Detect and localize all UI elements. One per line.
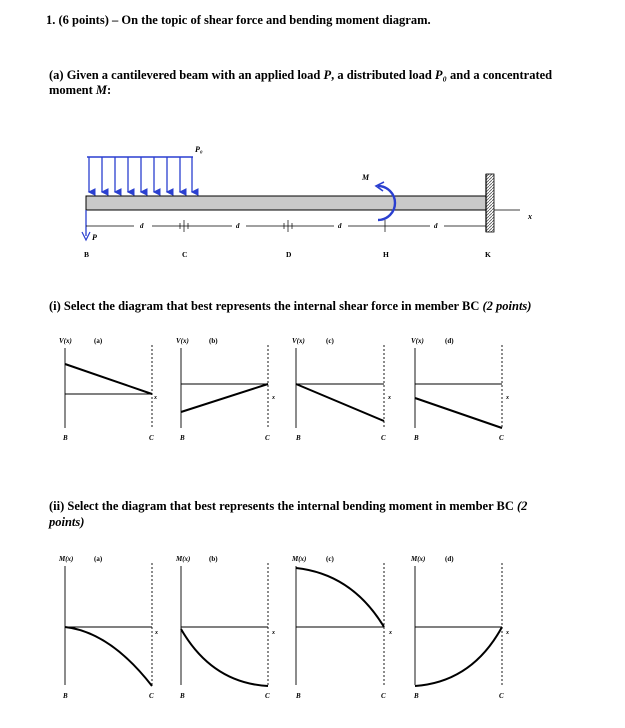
moment-a-option: (a) [94,555,103,563]
moment-c-x: x [389,630,392,636]
shear-d-axis-label: V(x) [411,337,424,345]
shear-diagram-c [296,345,384,428]
part-ii-question-line-2: points) [49,515,85,529]
moment-b-right: C [265,692,270,700]
dim-label-3: d [338,222,342,230]
moment-b-x: x [272,630,275,636]
part-i-question: (i) Select the diagram that best represents the internal shear force in member BC (2 points) [49,299,532,313]
moment-a-axis-label: M(x) [59,555,74,563]
dim-label-2: d [236,222,240,230]
moment-a-x: x [155,630,158,636]
point-label-k: K [485,250,491,259]
beam [86,196,486,210]
moment-diagram-b [181,563,268,686]
point-load-label: P [92,233,97,242]
shear-diagram-a [65,345,152,428]
moment-b-option: (b) [209,555,218,563]
moment-d-axis-label: M(x) [411,555,426,563]
shear-d-option: (d) [445,337,454,345]
part-ii-question-line-1: (ii) Select the diagram that best represents the internal bending moment in member BC (2 [49,499,528,513]
shear-d-right: C [499,434,504,442]
moment-d-left: B [414,692,419,700]
moment-d-x: x [506,630,509,636]
shear-b-x: x [272,395,275,401]
beam-x-label: x [528,212,532,221]
shear-b-axis-label: V(x) [176,337,189,345]
point-label-c: C [182,250,188,259]
shear-a-left: B [63,434,68,442]
moment-arrow [376,182,395,220]
shear-b-right: C [265,434,270,442]
shear-c-x: x [388,395,391,401]
moment-c-option: (c) [326,555,334,563]
distributed-load [87,157,193,192]
moment-b-left: B [180,692,185,700]
question-points: (6 points) – [58,13,119,27]
shear-a-right: C [149,434,154,442]
part-a-line-2: moment M: [49,83,112,97]
shear-c-option: (c) [326,337,334,345]
load-label-p0: P₀ [195,145,203,154]
shear-a-x: x [154,395,157,401]
dim-label-1: d [140,222,144,230]
shear-b-option: (b) [209,337,218,345]
moment-diagram-a [65,563,152,686]
shear-c-axis-label: V(x) [292,337,305,345]
dim-label-4: d [434,222,438,230]
fixed-support [486,174,494,232]
part-a-line-1: (a) Given a cantilevered beam with an applied load P, a distributed load P₀ and a concentrated [49,68,553,82]
point-label-h: H [383,250,389,259]
moment-a-left: B [63,692,68,700]
moment-c-right: C [381,692,386,700]
shear-d-left: B [414,434,419,442]
moment-d-right: C [499,692,504,700]
moment-a-right: C [149,692,154,700]
dimension-line [86,220,486,232]
shear-c-right: C [381,434,386,442]
moment-c-left: B [296,692,301,700]
shear-a-option: (a) [94,337,103,345]
point-label-b: B [84,250,90,259]
shear-d-x: x [506,395,509,401]
question-heading [46,13,431,28]
question-topic: On the topic of shear force and bending moment diagram. [121,13,431,27]
moment-b-axis-label: M(x) [176,555,191,563]
shear-c-left: B [296,434,301,442]
shear-diagram-d [415,345,502,428]
moment-diagram-d [415,563,502,686]
moment-d-option: (d) [445,555,454,563]
question-number: 1. [46,13,56,27]
point-label-d: D [286,250,292,259]
shear-diagram-b [181,345,268,428]
point-load-p [82,210,90,240]
moment-diagram-c [296,563,384,686]
moment-c-axis-label: M(x) [292,555,307,563]
shear-b-left: B [180,434,185,442]
moment-label: M [362,173,370,182]
shear-a-axis-label: V(x) [59,337,72,345]
